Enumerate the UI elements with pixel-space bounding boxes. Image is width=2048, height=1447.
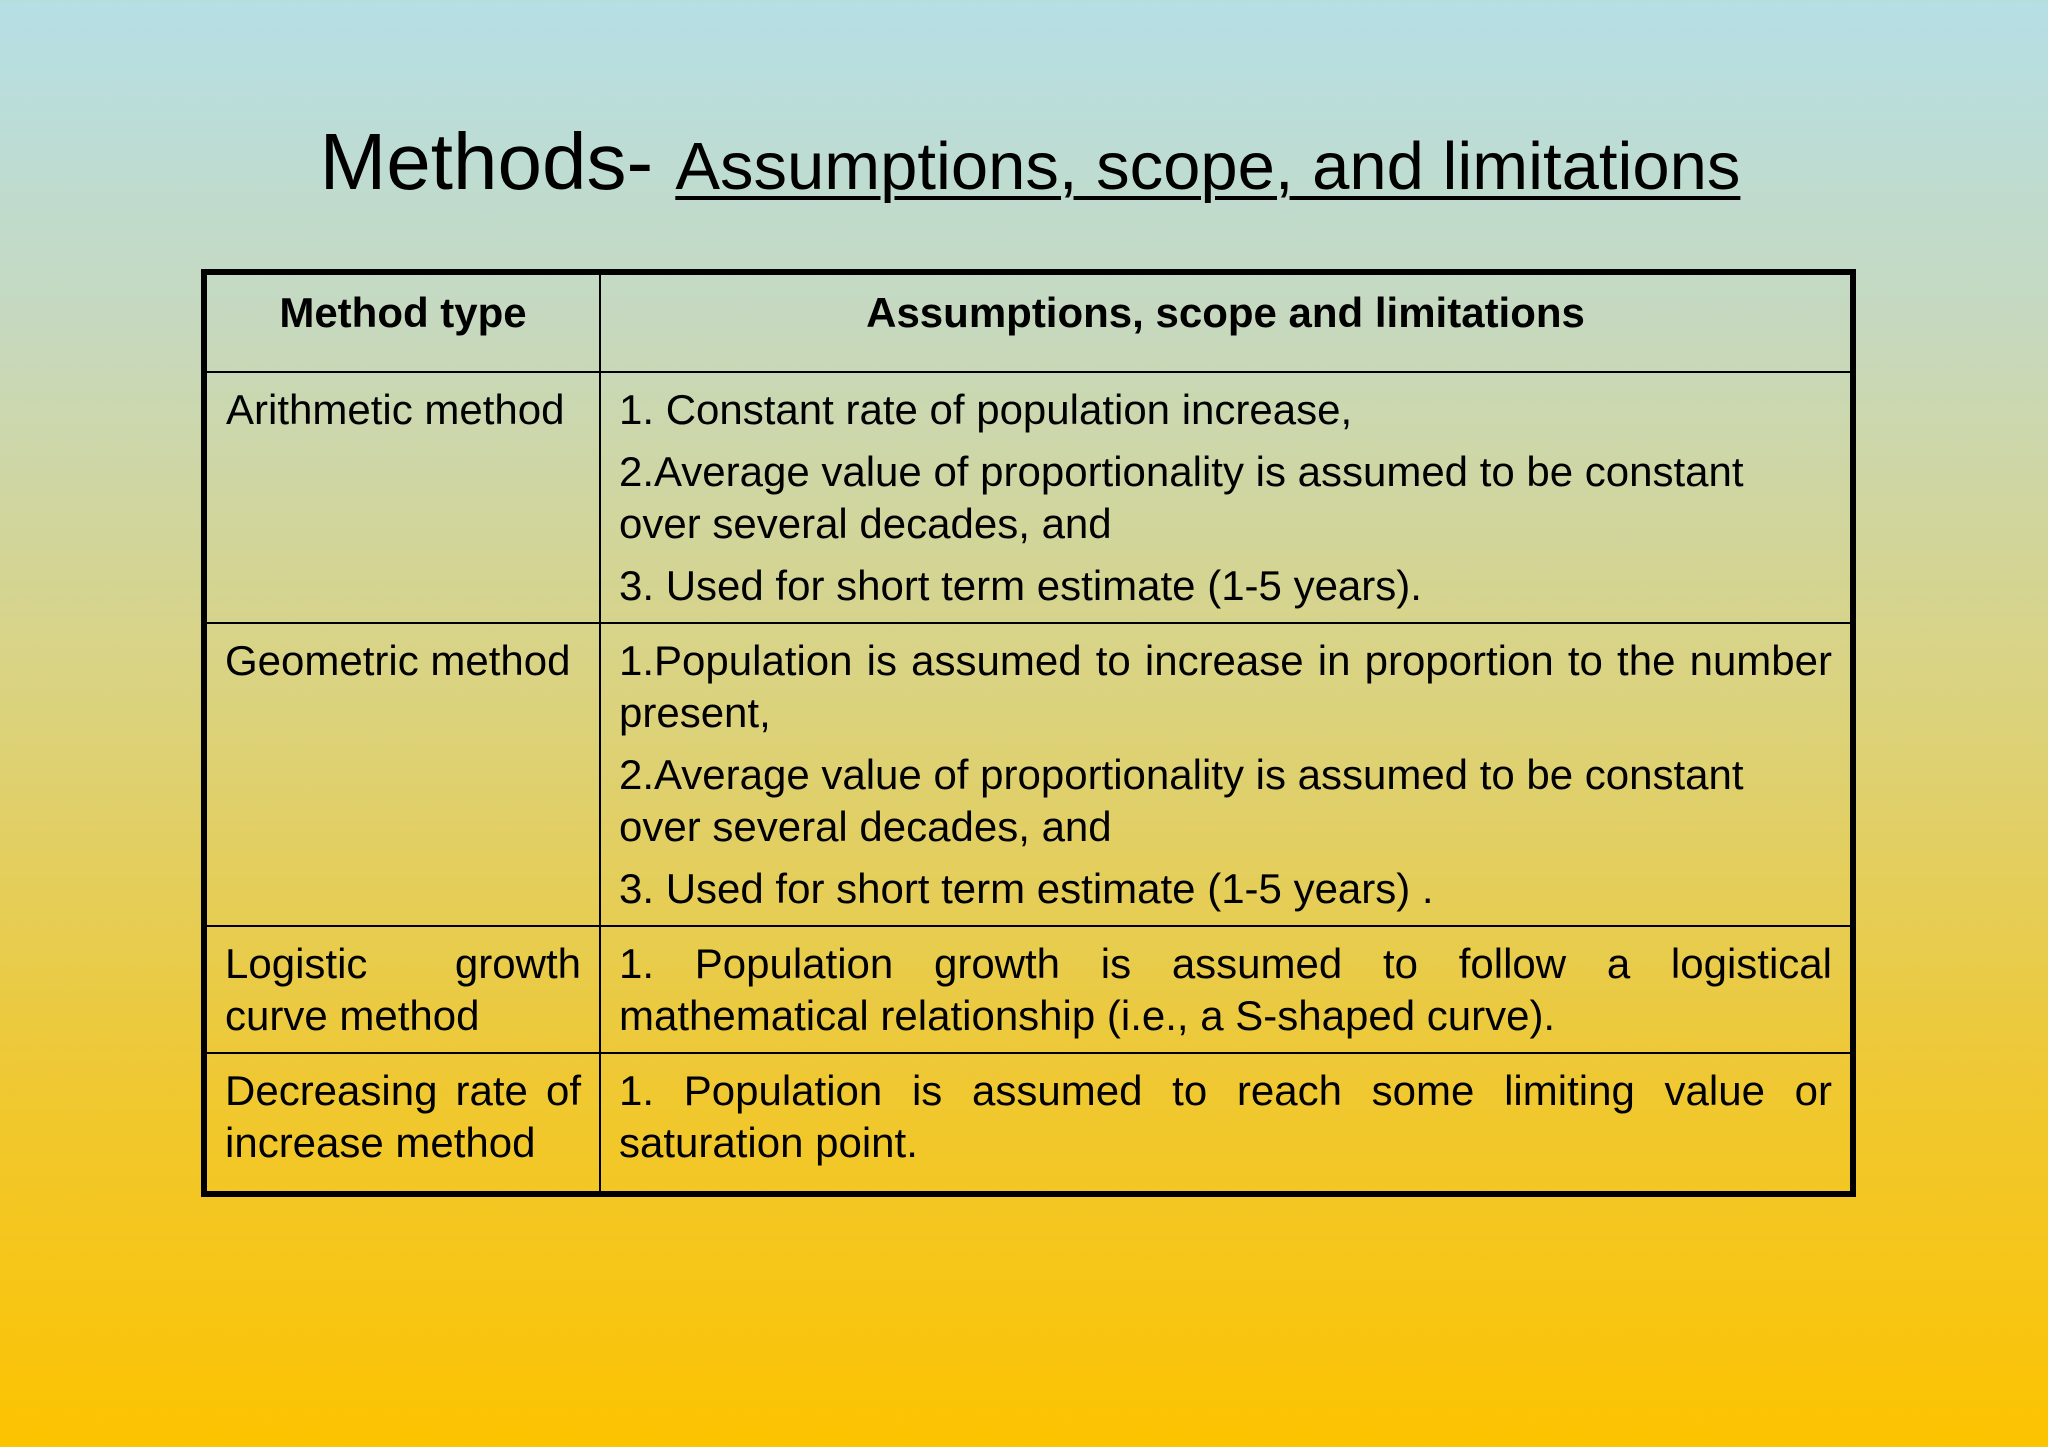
- assumption-item: 1. Constant rate of population increase,: [619, 386, 1353, 433]
- assumption-item: 1.Population is assumed to increase in proportion to the number present,: [619, 637, 1832, 736]
- header-method-type: Method type: [204, 272, 600, 372]
- assumptions-cell: [600, 372, 1853, 623]
- assumptions-cell: [600, 1053, 1853, 1194]
- assumption-item: 3. Used for short term estimate (1-5 years).: [619, 562, 1422, 609]
- slide-title: [0, 112, 2048, 217]
- method-name: Geometric method: [204, 623, 600, 926]
- assumption-item: 1. Population growth is assumed to follow a logistical mathematical relationship (i.e., a S-shaped curve).: [619, 940, 1832, 1039]
- assumptions-cell: [600, 623, 1853, 926]
- header-assumptions: Assumptions, scope and limitations: [600, 272, 1853, 372]
- assumption-item: 1. Population is assumed to reach some limiting value or saturation point.: [619, 1067, 1832, 1166]
- table-row: [204, 926, 1853, 1053]
- assumption-item: 2.Average value of proportionality is assumed to be constant over several decades, and: [619, 751, 1744, 850]
- title-subtitle: Assumptions, scope, and limitations: [675, 129, 1741, 204]
- table-row: [204, 623, 1853, 926]
- method-name: Decreasing rate of increase method: [204, 1053, 600, 1194]
- title-main: Methods-: [319, 117, 676, 206]
- methods-table: [201, 269, 1856, 1197]
- table-row: [204, 1053, 1853, 1194]
- method-name: Arithmetic method: [204, 372, 600, 623]
- assumptions-cell: [600, 926, 1853, 1053]
- assumption-item: 2.Average value of proportionality is assumed to be constant over several decades, and: [619, 448, 1744, 547]
- table-header-row: [204, 272, 1853, 372]
- method-name: Logistic growth curve method: [204, 926, 600, 1053]
- assumption-item: 3. Used for short term estimate (1-5 years) .: [619, 865, 1434, 912]
- table-row: [204, 372, 1853, 623]
